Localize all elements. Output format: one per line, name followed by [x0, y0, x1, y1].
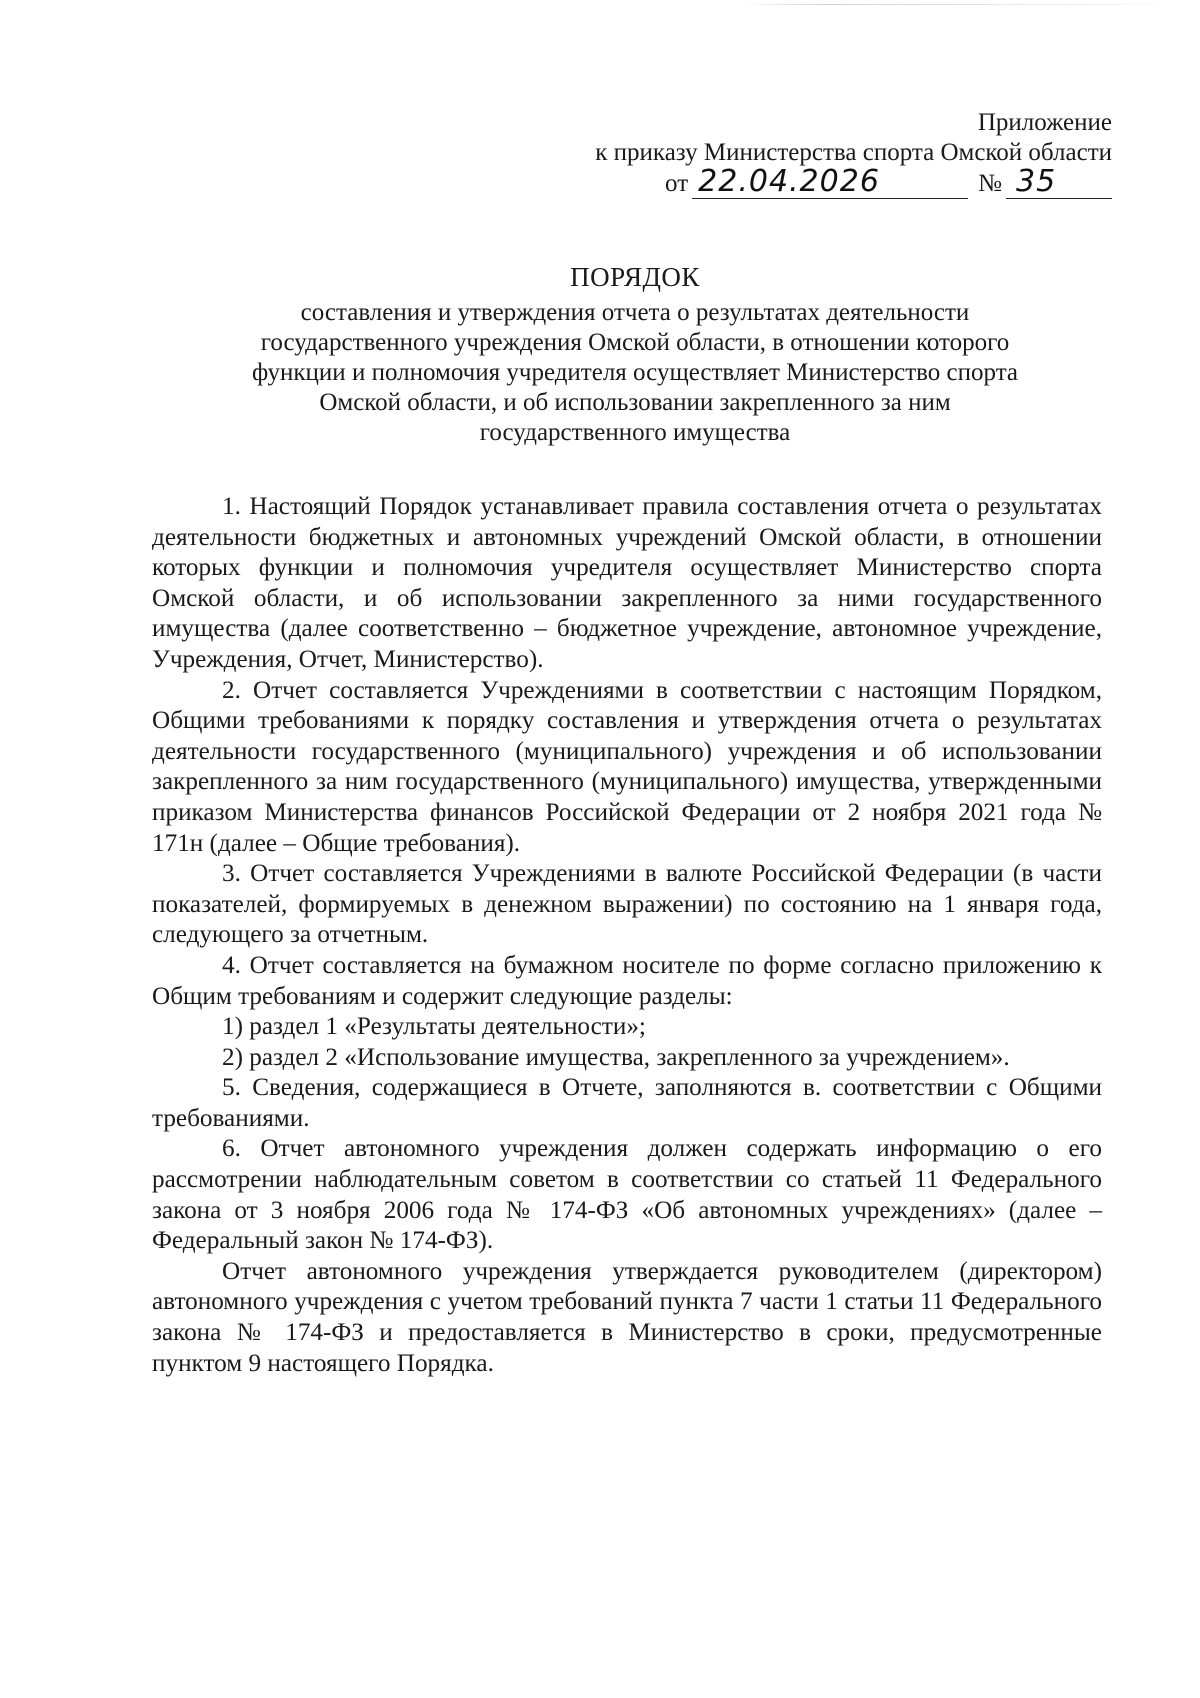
order-date-number-row: [595, 164, 1112, 199]
subtitle-line: функции и полномочия учредителя осуществляет Министерство спорта: [251, 359, 1019, 386]
list-item-section-2: 2) раздел 2 «Использование имущества, закрепленного за учреждением».: [222, 1043, 1010, 1071]
handwritten-number: 35: [1016, 164, 1057, 199]
date-prefix: от: [665, 170, 689, 197]
paragraph-6: 6. Отчет автономного учреждения должен содержать информацию о его рассмотрении наблюдательным советом в соответствии со статьей 11 Федерального закона от 3 ноября 2006 года № 174-ФЗ «Об автономных учреждениях» (далее – Федеральный закон № 174-ФЗ).: [152, 1135, 1102, 1255]
number-prefix: №: [978, 170, 1002, 197]
list-item-section-1: 1) раздел 1 «Результаты деятельности»;: [222, 1013, 646, 1041]
paragraph-6-continued: Отчет автономного учреждения утверждается руководителем (директором) автономного учреждения с учетом требований пункта 7 части 1 статьи 11 Федерального закона № 174-ФЗ и предоставляется в Министерство в сроки, предусмотренные пунктом 9 настоящего Порядка.: [152, 1257, 1102, 1377]
subtitle-line: составления и утверждения отчета о результатах деятельности: [300, 299, 970, 326]
subtitle-line: Омской области, и об использовании закрепленного за ним: [319, 389, 951, 416]
order-reference: к приказу Министерства спорта Омской области: [595, 139, 1112, 166]
subtitle-line: государственного имущества: [479, 419, 791, 446]
paragraph-2: 2. Отчет составляется Учреждениями в соответствии с настоящим Порядком, Общими требованиями к порядку составления и утверждения отчета о результатах деятельности государственного (муниципального) учреждения и об использовании закрепленного за ним государственного (муниципального) имущества, утвержденными приказом Министерства финансов Российской Федерации от 2 ноября 2021 года № 171н (далее – Общие требования).: [152, 676, 1102, 857]
document-body: [152, 492, 1102, 1379]
order-number-field: [1006, 164, 1112, 199]
document-title: ПОРЯДОК: [570, 262, 700, 292]
subtitle-line: государственного учреждения Омской области, в отношении которого: [260, 329, 1010, 356]
appendix-header: [595, 108, 1112, 199]
order-date-field: [692, 164, 968, 199]
paragraph-3: 3. Отчет составляется Учреждениями в валюте Российской Федерации (в части показателей, формируемых в денежном выражении) по состоянию на 1 января года, следующего за отчетным.: [152, 860, 1102, 949]
handwritten-date: 22.04.2026: [698, 164, 880, 199]
paragraph-4: 4. Отчет составляется на бумажном носителе по форме согласно приложению к Общим требованиям и содержит следующие разделы:: [152, 951, 1102, 1010]
document-title-block: [150, 262, 1120, 448]
appendix-label: Приложение: [977, 109, 1112, 136]
scan-artifact-line: [740, 4, 1160, 5]
paragraph-1: 1. Настоящий Порядок устанавливает правила составления отчета о результатах деятельности бюджетных и автономных учреждений Омской области, в отношении которых функции и полномочия учредителя осуществляет Министерство спорта Омской области, и об использовании закрепленного за ними государственного имущества (далее соответственно – бюджетное учреждение, автономное учреждение, Учреждения, Отчет, Министерство).: [152, 493, 1102, 673]
paragraph-5: 5. Сведения, содержащиеся в Отчете, заполняются в. соответствии с Общими требованиями.: [152, 1074, 1102, 1132]
